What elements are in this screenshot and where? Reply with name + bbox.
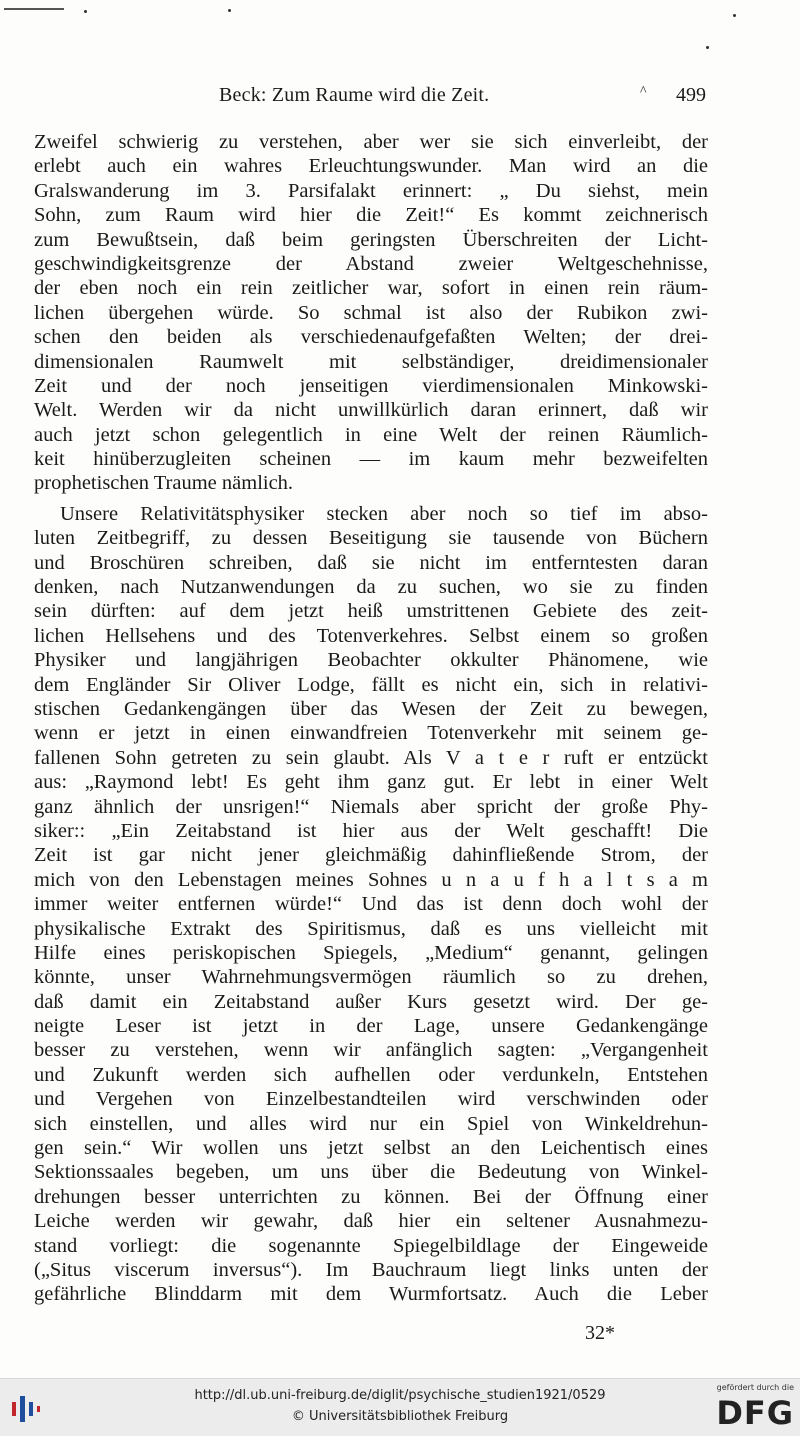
text-line: lichen Hellsehens und des Totenverkehres. Selbst einem so großen (34, 624, 708, 647)
text-line: Unsere Relativitätsphysiker stecken aber noch so tief im abso- (60, 502, 708, 525)
text-line: Zweifel schwierig zu verstehen, aber wer sie sich einverleibt, der (34, 131, 708, 153)
text-line: erlebt auch ein wahres Erleuchtungswunder. Man wird an die (34, 155, 708, 178)
text-line: auch jetzt schon gelegentlich in eine Welt der reinen Räumlich- (34, 423, 708, 446)
viewer-footer (0, 1378, 800, 1436)
text-line: schen den beiden als verschiedenaufgefaßten Welten; der drei- (34, 326, 708, 349)
text-line: immer weiter entfernen würde!“ Und das ist denn doch wohl der (34, 893, 708, 916)
text-line: Physiker und langjährigen Beobachter okkulter Phänomene, wie (34, 649, 708, 672)
text-line: Hilfe eines periskopischen Spiegels, „Medium“ genannt, gelingen (34, 941, 708, 964)
text-line: stand vorliegt: die sogenannte Spiegelbildlage der Eingeweide (34, 1234, 708, 1257)
text-line: aus: „Raymond lebt! Es geht ihm ganz gut. Er lebt in einer Welt (34, 771, 708, 794)
text-line: wenn er jetzt in einen einwandfreien Totenverkehr mit seinem ge- (34, 722, 708, 745)
scan-artifact (84, 10, 87, 13)
text-line: sein dürften: auf dem jetzt heiß umstrittenen Gebiete des zeit- (34, 600, 708, 623)
text-line: luten Zeitbegriff, zu dessen Beseitigung sie tausende von Büchern (34, 527, 708, 550)
text-line: keit hinüberzugleiten scheinen — im kaum mehr bezweifelten (34, 448, 708, 471)
sponsor-caption: gefördert durch die (716, 1383, 794, 1392)
text-line: und Zukunft werden sich aufhellen oder verdunkeln, Entstehen (34, 1063, 708, 1086)
text-line: und Vergehen von Einzelbestandteilen wird verschwinden oder (34, 1088, 708, 1111)
text-line: sich einstellen, und alles wird nur ein Spiel von Winkeldrehun- (34, 1112, 708, 1135)
scan-artifact (733, 14, 736, 17)
scan-artifact (4, 8, 64, 10)
text-line: der eben noch ein rein zeitlicher war, sofort in einen rein räum- (34, 277, 708, 300)
running-title: Beck: Zum Raume wird die Zeit. (219, 84, 490, 106)
text-line: Sektionssaales begeben, um uns über die Bedeutung von Winkel- (34, 1161, 708, 1184)
text-line: physikalische Extrakt des Spiritismus, daß es uns vielleicht mit (34, 917, 708, 940)
text-line: gefährliche Blinddarm mit dem Wurmfortsatz. Auch die Leber (34, 1283, 708, 1306)
text-line: Leiche werden wir gewahr, daß hier ein seltener Ausnahmezu- (34, 1210, 708, 1233)
scan-artifact (706, 46, 709, 49)
text-line: dimensionalen Raumwelt mit selbständiger, dreidimensionaler (34, 350, 708, 373)
text-line: Zeit ist gar nicht jener gleichmäßig dahinfließende Strom, der (34, 844, 708, 867)
text-line: gen sein.“ Wir wollen uns jetzt selbst an den Leichentisch eines (34, 1137, 708, 1160)
text-line: stischen Gedankengängen über das Wesen der Zeit zu bewegen, (34, 697, 708, 720)
running-header (34, 84, 710, 114)
dfg-logo (704, 1383, 794, 1433)
header-mark: ^ (640, 84, 647, 99)
text-line: mich von den Lebenstagen meines Sohnes u n a u f h a l t s a m (34, 868, 708, 891)
text-line: drehungen besser unterrichten zu können. Bei der Öffnung einer (34, 1185, 708, 1208)
text-line: prophetischen Traume nämlich. (34, 472, 294, 495)
source-url[interactable]: http://dl.ub.uni-freiburg.de/diglit/psychische_studien1921/0529 (194, 1388, 606, 1403)
text-line: ganz ähnlich der unsrigen!“ Niemals aber spricht der große Phy- (34, 795, 708, 818)
text-line: zum Bewußtsein, daß beim geringsten Überschreiten der Licht- (34, 228, 708, 251)
text-line: fallenen Sohn getreten zu sein glaubt. Als V a t e r ruft er entzückt (34, 746, 708, 769)
body-text (34, 130, 708, 1307)
dfg-wordmark: DFG (716, 1394, 794, 1432)
page-number: 499 (676, 84, 706, 106)
text-line: Gralswanderung im 3. Parsifalakt erinnert: „ Du siehst, mein (34, 179, 708, 202)
text-line: („Situs viscerum inversus“). Im Bauchraum liegt links unten der (34, 1258, 708, 1281)
text-line: geschwindigkeitsgrenze der Abstand zweier Weltgeschehnisse, (34, 252, 708, 275)
signature-mark: 32* (585, 1322, 615, 1344)
text-line: lichen übergehen würde. So schmal ist also der Rubikon zwi- (34, 301, 708, 324)
text-line: Zeit und der noch jenseitigen vierdimensionalen Minkowski- (34, 374, 708, 397)
scan-artifact (228, 9, 231, 12)
text-line: könnte, unser Wahrnehmungsvermögen räumlich so zu drehen, (34, 966, 708, 989)
text-line: denken, nach Nutzanwendungen da zu suchen, wo sie zu finden (34, 576, 708, 599)
text-line: besser zu verstehen, wenn wir anfänglich sagten: „Vergangenheit (34, 1039, 708, 1062)
text-line: dem Engländer Sir Oliver Lodge, fällt es nicht ein, sich in relativi- (34, 673, 708, 696)
text-line: und Broschüren schreiben, daß sie nicht im entferntesten daran (34, 551, 708, 574)
text-line: siker:: „Ein Zeitabstand ist hier aus der Welt geschafft! Die (34, 819, 708, 842)
text-line: Welt. Werden wir da nicht unwillkürlich daran erinnert, daß wir (34, 399, 708, 422)
text-line: neigte Leser ist jetzt in der Lage, unsere Gedankengänge (34, 1015, 708, 1038)
text-line: daß damit ein Zeitabstand außer Kurs gesetzt wird. Der ge- (34, 990, 708, 1013)
copyright-notice: © Universitätsbibliothek Freiburg (291, 1409, 509, 1424)
text-line: Sohn, zum Raum wird hier die Zeit!“ Es kommt zeichnerisch (34, 204, 708, 227)
